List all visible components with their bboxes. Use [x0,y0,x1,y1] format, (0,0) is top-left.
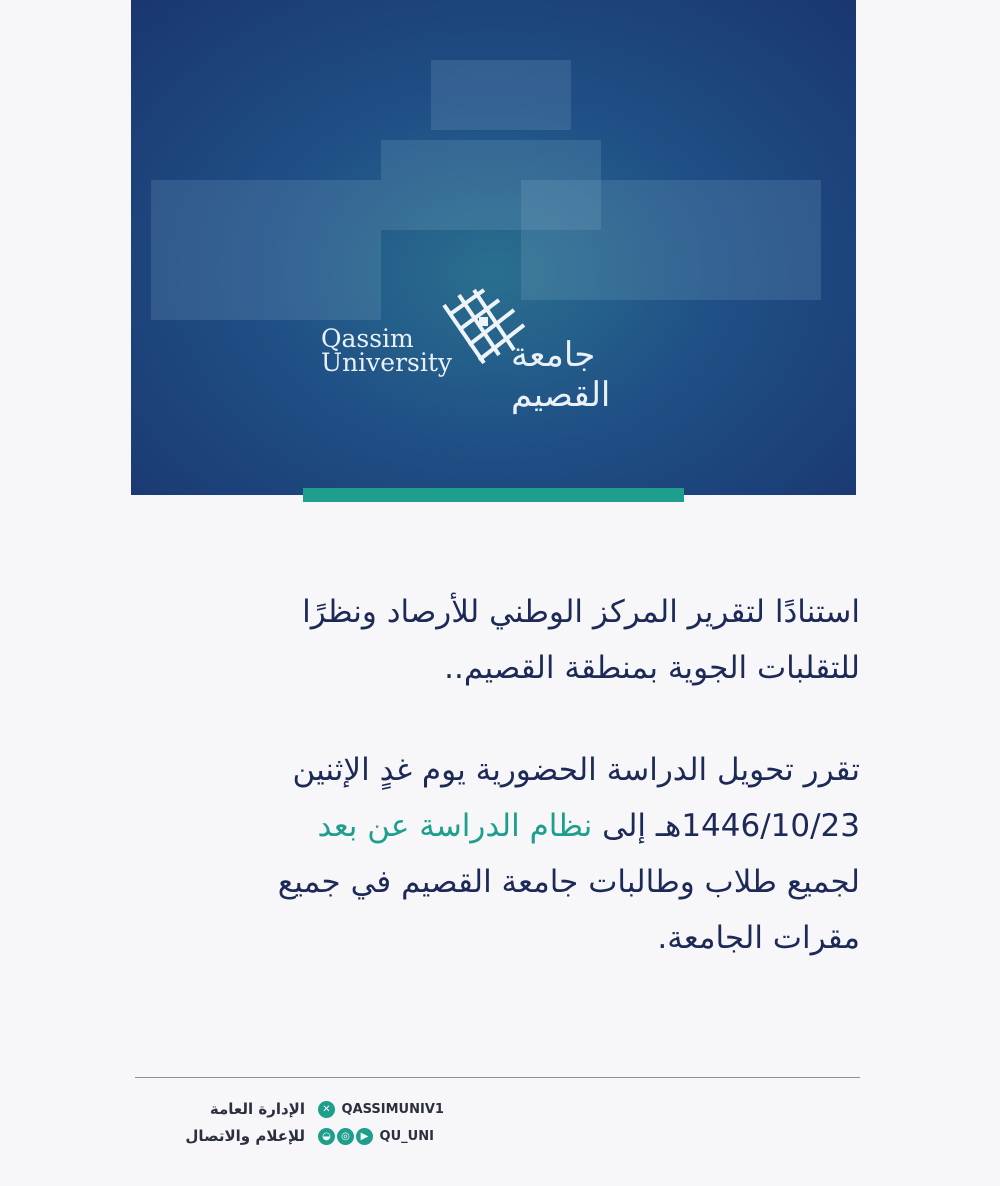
highlight-remote-study: نظام الدراسة عن بعد [317,808,593,844]
announcement-intro: استنادًا لتقرير المركز الوطني للأرصاد ونظرًا للتقلبات الجوية بمنطقة القصيم.. [302,594,860,686]
logo-arabic-text: جامعة القصيم [511,335,611,415]
university-logo [321,285,691,415]
x-handle[interactable]: QASSIMUNIV1 [341,1102,444,1117]
accent-bar [303,488,684,502]
qu-uni-handle[interactable]: QU_UNI [379,1129,434,1144]
department-name: الإدارة العامة للإعلام والاتصال [185,1100,305,1145]
hero-campus-image [131,0,856,495]
youtube-icon[interactable]: ▶ [356,1128,373,1145]
logo-latin-text: Qassim University [321,324,453,377]
announcement-decision: تقرر تحويل الدراسة الحضورية يوم غدٍ الإثنين 1446/10/23هـ إلى نظام الدراسة عن بعد لجميع طلاب وطالبات جامعة القصيم في جميع مقرات الجامعة. [277,752,860,956]
snapchat-icon[interactable]: ◒ [318,1128,335,1145]
social-handles [318,1096,444,1150]
x-icon[interactable]: ✕ [318,1101,335,1118]
instagram-icon[interactable]: ◎ [337,1128,354,1145]
footer-divider [135,1077,860,1078]
